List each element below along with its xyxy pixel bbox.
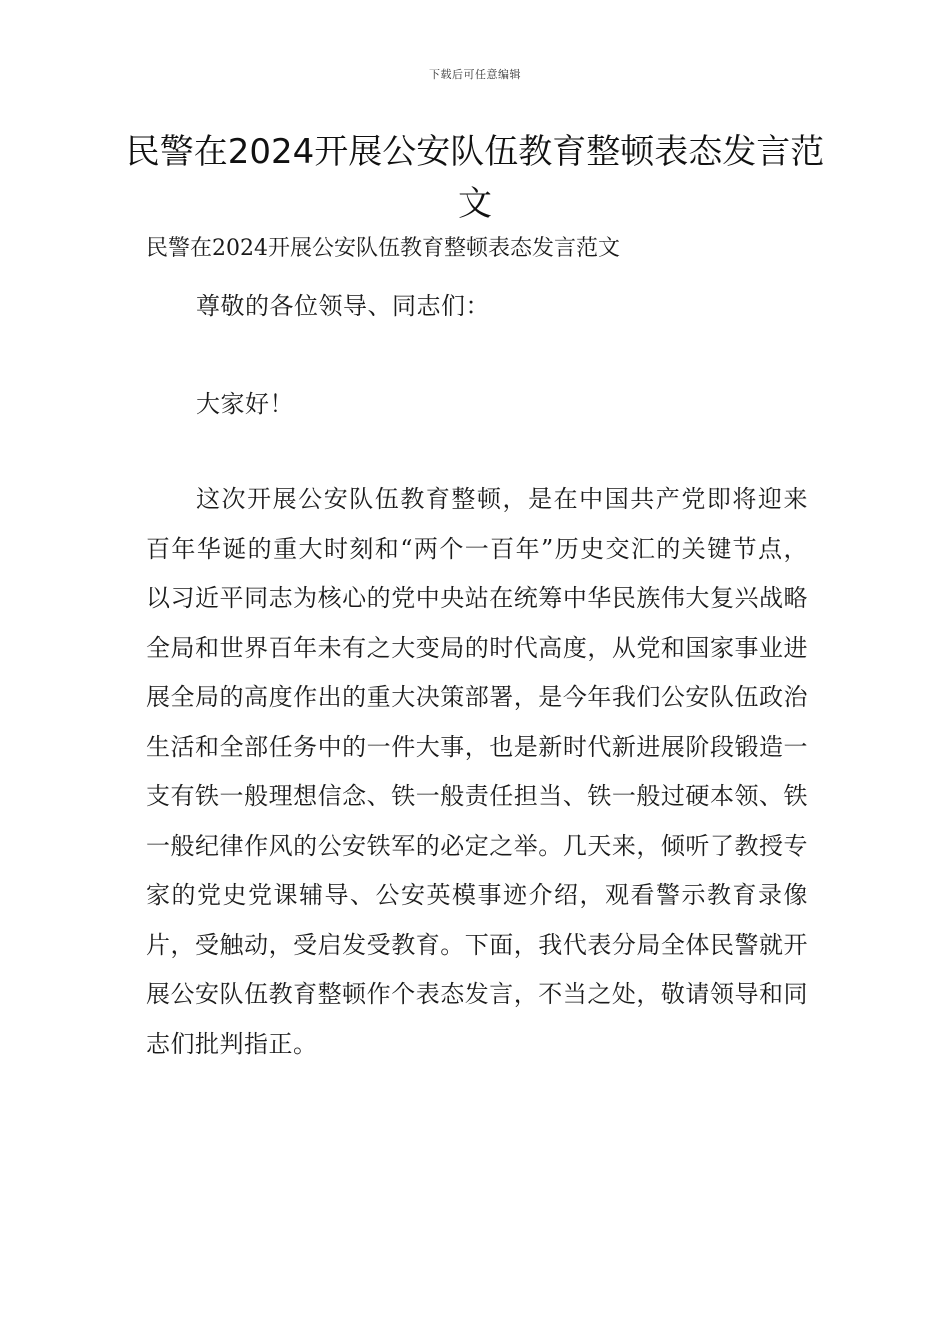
header-note: 下载后可任意编辑 xyxy=(429,68,521,81)
body-paragraph: 这次开展公安队伍教育整顿，是在中国共产党即将迎来百年华诞的重大时刻和“两个一百年”历史交汇的关键节点，以习近平同志为核心的党中央站在统筹中华民族伟大复兴战略全局和世界百年未有之大变局的时代高度，从党和国家事业进展全局的高度作出的重大决策部署，是今年我们公安队伍政治生活和全部任务中的一件大事，也是新时代新进展阶段锻造一支有铁一般理想信念、铁一般责任担当、铁一般过硬本领、铁一般纪律作风的公安铁军的必定之举。几天来，倾听了教授专家的党史党课辅导、公安英模事迹介绍，观看警示教育录像片，受触动，受启发受教育。下面，我代表分局全体民警就开展公安队伍教育整顿作个表态发言，不当之处，敬请领导和同志们批判指正。 xyxy=(146,485,808,1058)
salutation-paragraph: 尊敬的各位领导、同志们： xyxy=(196,292,490,320)
document-subtitle: 民警在2024开展公安队伍教育整顿表态发言范文 xyxy=(146,236,620,261)
document-title: 民警在2024开展公安队伍教育整顿表态发言范文 xyxy=(125,132,825,224)
greeting-paragraph: 大家好！ xyxy=(196,390,294,418)
